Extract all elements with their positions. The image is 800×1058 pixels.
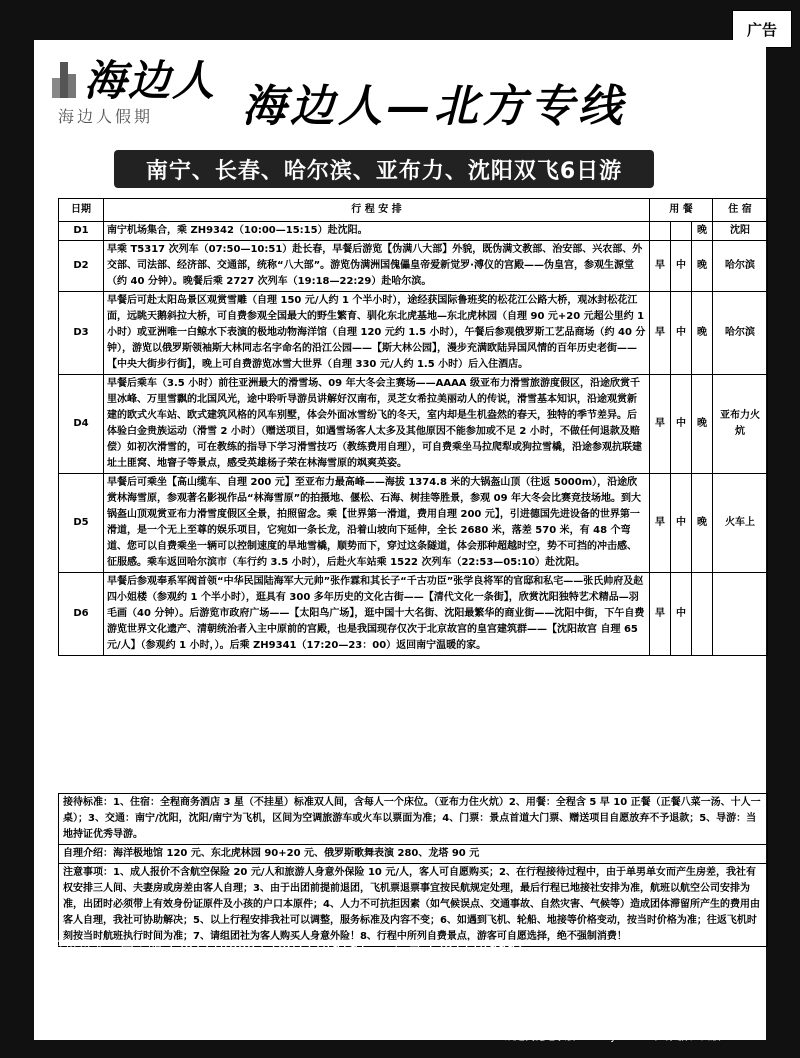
header-date: 日期 (59, 199, 104, 222)
contact-row: 办公电话：0771-4911695 5832280 3040581 传真号码：0771-4916370 (50, 983, 552, 999)
table-row (59, 222, 768, 241)
cell-meal: 晚 (692, 222, 713, 241)
cell-meal: 晚 (692, 375, 713, 474)
cell-desc: 早餐后可乘坐【高山缆车、自理 200 元】至亚布力最高峰——海拔 1374.8 米的大锅盔山顶（往返 5000m），沿途欣赏林海雪原，参观著名影视作品“林海雪原”的拍摄地、偃松、石海、树挂等胜景，参观 09 年大冬会比赛竞技场地。到大锅盔山顶观赏亚布力滑雪度假区全景，拍照留念。乘【世界第一滑道，费用自理 200 元】，引进德国先进设备的世界第一滑道，是一个无上至尊的娱乐项目，它宛如一条长龙，沿着山坡向下延伸，全长 2680 米，落差 570 米，有 48 个弯道、您可以自费乘坐一辆可以控制速度的旱地雪橇，顺势而下，穿过这条隧道，体会那种超越时空，势不可挡的冲击感、征服感。乘车返回哈尔滨市（车行约 3.5 小时），后赴火车站乘 1522 次列车（22:53—05:10）赴沈阳。 (104, 474, 650, 573)
cell-day: D4 (59, 375, 104, 474)
tower-icon (50, 58, 80, 100)
itinerary-table (58, 198, 768, 656)
cell-meal: 晚 (692, 292, 713, 375)
cell-meal: 早 (650, 241, 671, 292)
logo-sub: 海边人假期 (58, 107, 154, 126)
header-plan: 行 程 安 排 (104, 199, 650, 222)
cell-meal: 早 (650, 573, 671, 656)
cell-day: D5 (59, 474, 104, 573)
ad-tag: 广告 (732, 10, 792, 48)
cell-day: D3 (59, 292, 104, 375)
caution-note: 注意事项：1、成人报价不含航空保险 20 元/人和旅游人身意外保险 10 元/人，客人可自愿购买；2、在行程接待过程中，由于单男单女而产生房差，我社有权安排三人间、夫妻房或房差由客人自理；3、由于出团前提前退团，飞机票退票事宜按民航规定处理，最后行程已地接社安排为准，航班以航空公司安排为准，出团时必须带上有效身份证原件及小孩的户口本原件；4、人力不可抗拒因素（如气候误点、交通事故、自然灾害、气候等）造成团体滞留所产生的费用由客人自理，我社可协助解决；5、以上行程安排我社可以调整，服务标准及内容不变；6、如遇到飞机、轮船、地接等价格变动，按当时价格为准；往返飞机时刻按当时航班执行时间为准；7、请组团社为客人购买人身意外险！8、行程中所列自费景点，游客可自愿选择，绝不强制消费！ (58, 864, 768, 947)
cell-meal: 中 (671, 292, 692, 375)
cell-desc: 早餐后可赴太阳岛景区观赏雪雕（自理 150 元/人约 1 个半小时），途经获国际鲁班奖的松花江公路大桥，观冰封松花江面，远眺天鹅斜拉大桥，可自费参观全国最大的野生繁育、驯化东北虎基地—东北虎林园（自理 90 元+20 元超公里约 1 小时）或亚洲唯一白鲸水下表演的极地动物海洋馆（自理 120 元约 1.5 小时），午餐后参观俄罗斯工艺品商场（约 40 分钟），游览以俄罗斯领袖斯大林同志名字命名的沿江公园——【斯大林公园】，漫步充满欧陆异国风情的百年历史老街——【中央大街步行街】，晚上可自费游览冰雪大世界（自理 330 元/人约 1.5 小时）后入住酒店。 (104, 292, 650, 375)
cell-desc: 早乘 T5317 次列车（07:50—10:51）赴长春，早餐后游览【伪满八大部】外貌，既伪满文教部、治安部、兴农部、外交部、司法部、经济部、交通部，统称“八大部”。游览伪满洲国傀儡皇帝爱新觉罗·溥仪的宫殿——伪皇宫，参观生源堂（约 40 分钟）。晚餐后乘 2727 次列车（19:18—22:29）赴哈尔滨。 (104, 241, 650, 292)
cell-meal (650, 222, 671, 241)
cell-day: D2 (59, 241, 104, 292)
cell-stay (713, 573, 768, 656)
self-pay-note: 自理介绍：海洋极地馆 120 元、东北虎林园 90+20 元、俄罗斯歌舞表演 280、龙塔 90 元 (58, 845, 768, 864)
standard-note: 接待标准：1、住宿：全程商务酒店 3 星（不挂星）标准双人间，含每人一个床位。（亚布力住火炕）2、用餐：全程含 5 早 10 正餐（正餐八菜一汤、十人一桌）；3、交通：南宁/沈阳，沈阳/南宁为飞机，区间为空调旅游车或火车以票面为准；4、门票：景点首道大门票、赠送项目自愿放弃不予退款；5、导游：当地持证优秀导游。 (58, 793, 768, 845)
cell-stay: 火车上 (713, 474, 768, 573)
cell-meal: 中 (671, 474, 692, 573)
contacts (50, 936, 780, 1024)
page-number: 3 (752, 1024, 762, 1040)
contact-row: 计 调：覃 思 15077152210 蒋俏俏 15877195546 刘敏萍 15289685877 (50, 961, 530, 977)
table-row (59, 241, 768, 292)
cell-day: D1 (59, 222, 104, 241)
headline: 海边人—北方专线 (242, 81, 626, 132)
logo (44, 48, 224, 128)
cell-stay: 沈阳 (713, 222, 768, 241)
ad-panel (34, 40, 766, 1040)
cell-meal: 早 (650, 292, 671, 375)
cell-meal: 早 (650, 474, 671, 573)
cell-meal: 早 (650, 375, 671, 474)
cell-meal (671, 222, 692, 241)
contact-row: 工作 QQ：295012236 551906631 632227519 164140580 764120376 498305195 13077580 (50, 1005, 698, 1021)
table-row (59, 573, 768, 656)
cell-meal: 中 (671, 573, 692, 656)
cell-desc: 南宁机场集合，乘 ZH9342（10:00—15:15）赴沈阳。 (104, 222, 650, 241)
cell-stay: 哈尔滨 (713, 241, 768, 292)
cell-day: D6 (59, 573, 104, 656)
table-row (59, 375, 768, 474)
cell-meal: 晚 (692, 474, 713, 573)
cell-desc: 早餐后乘车（3.5 小时）前往亚洲最大的滑雪场、09 年大冬会主赛场——AAAA 级亚布力滑雪旅游度假区，沿途欣赏千里冰峰、万里雪飘的北国风光，途中聆听导游员讲解好汉南布，灵芝女希拉美丽动人的传说，滑雪基本知识，沿途观赏新建的欧式火车站、欧式建筑风格的风车别墅，体会外面冰雪纷飞的冬天，室内却是生机盎然的春天，独特的季节差异。后体验白金贵族运动（滑雪 2 小时）（赠送项目，如遇雪场客人太多及其他原因不能参加或不足 2 小时，不做任何退款及赔偿）如初次滑雪的，可在教练的指导下学习滑雪技巧（教练费用自理），可自费乘坐马拉爬犁或狗拉雪橇，沿途参观抗联建址土匪窝、地窨子等景点，感受英雄杨子荣在林海雪原的飒爽英姿。 (104, 375, 650, 474)
contact-row: 总负责人：高忠明 13877148883 18677149191 于 雪 13877149992 (50, 939, 525, 955)
cell-desc: 早餐后参观奉系军阀首领“中华民国陆海军大元帅”张作霖和其长子“千古功臣”张学良将军的官邸和私宅——张氏帅府及赵四小姐楼（参观约 1 个半小时），逛具有 300 多年历史的文化古街——【清代文化一条街】，欣赏沈阳独特艺术精品—羽毛画（40 分钟）。后游览市政府广场——【太阳鸟广场】，逛中国十大名街、沈阳最繁华的商业街——沈阳中街，下午自费游览世界文化遗产、清朝统治者入主中原前的宫殿，也是我国现存仅次于北京故宫的皇宫建筑群——【沈阳故宫 自理 65 元/人】（参观约 1 小时，）。后乘 ZH9341（17:20—23：00）返回南宁温暖的家。 (104, 573, 650, 656)
cell-meal: 中 (671, 241, 692, 292)
notes (58, 793, 768, 947)
cell-meal: 晚 (692, 241, 713, 292)
cell-meal: 中 (671, 375, 692, 474)
header-meal: 用 餐 (650, 199, 713, 222)
cell-stay: 亚布力火炕 (713, 375, 768, 474)
cell-stay: 哈尔滨 (713, 292, 768, 375)
table-row (59, 292, 768, 375)
itinerary-body (59, 222, 768, 656)
logo-script: 海边人 (84, 56, 217, 105)
cell-meal (692, 573, 713, 656)
table-row (59, 474, 768, 573)
header-stay: 住 宿 (713, 199, 768, 222)
subtitle-bar: 南宁、长春、哈尔滨、亚布力、沈阳双飞6日游 (114, 150, 654, 188)
footer: 欢迎浏览电子版 www.zyoo.net 中 青 旅 广西版 (505, 1032, 721, 1043)
